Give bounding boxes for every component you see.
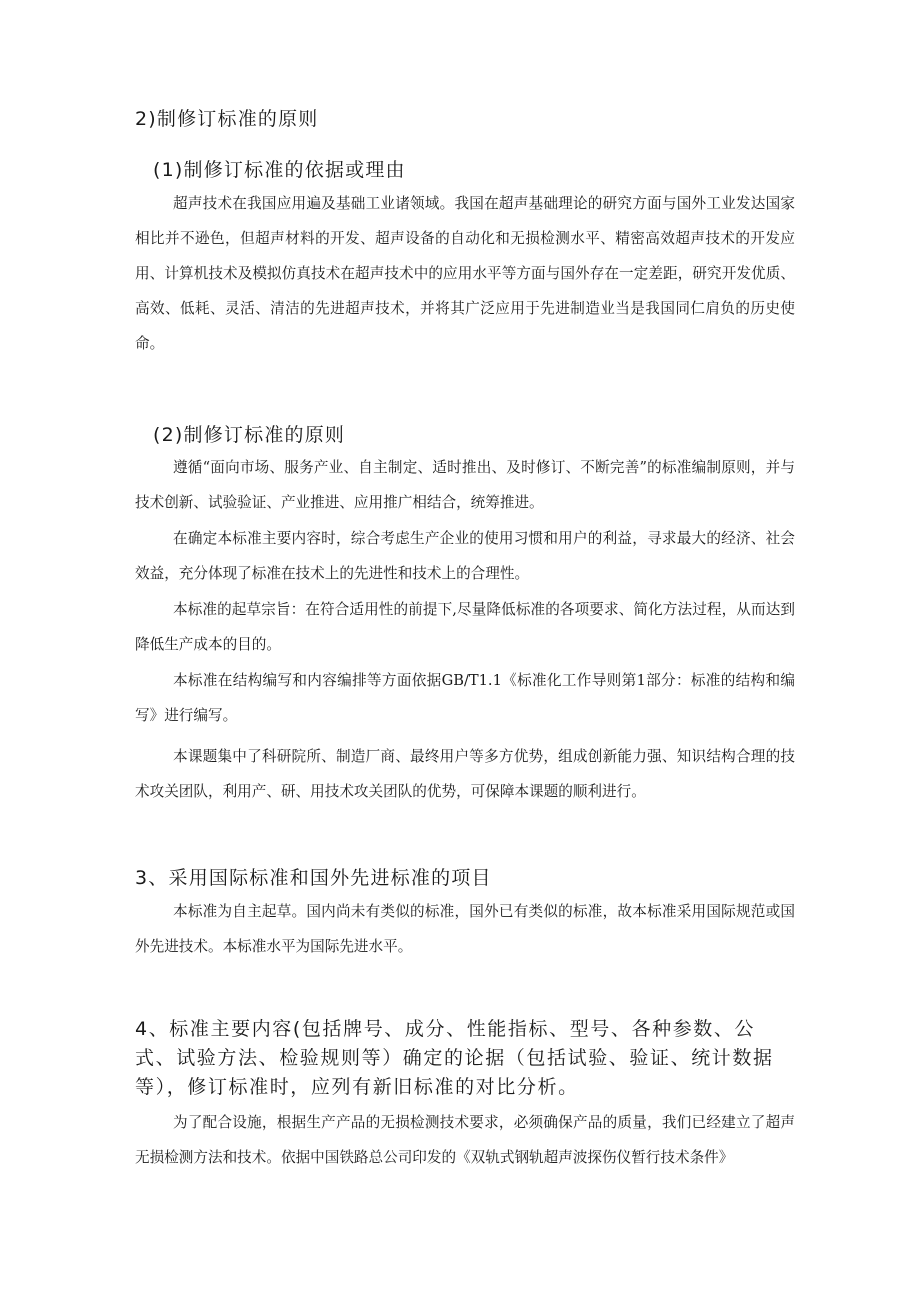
- paragraph-principle-5: 本课题集中了科研院所、制造厂商、最终用户等多方优势，组成创新能力强、知识结构合理的技术攻关团队，利用产、研、用技术攻关团队的优势，可保障本课题的顺利进行。: [135, 748, 795, 800]
- heading-sub-2: (2)制修订标准的原则: [153, 424, 346, 446]
- paragraph-reason: 超声技术在我国应用遍及基础工业诸领域。我国在超声基础理论的研究方面与国外工业发达国家相比并不逊色，但超声材料的开发、超声设备的自动化和无损检测水平、精密高效超声技术的开发应用、计算机技术及模拟仿真技术在超声技术中的应用水平等方面与国外存在一定差距，研究开发优质、高效、低耗、灵活、清洁的先进超声技术，并将其广泛应用于先进制造业当是我国同仁肩负的历史使命。: [135, 195, 795, 352]
- paragraph-content-basis: 为了配合设施，根据生产产品的无损检测技术要求，必须确保产品的质量，我们已经建立了超声无损检测方法和技术。依据中国铁路总公司印发的《双轨式钢轨超声波探伤仪暂行技术条件》: [135, 1114, 795, 1166]
- heading-sub-1: (1)制修订标准的依据或理由: [153, 159, 406, 181]
- heading-section-2: 2)制修订标准的原则: [135, 108, 319, 130]
- paragraph-intl-standards: 本标准为自主起草。国内尚未有类似的标准，国外已有类似的标准，故本标准采用国际规范或国外先进技术。本标准水平为国际先进水平。: [135, 903, 795, 955]
- heading-section-3: 3、采用国际标准和国外先进标准的项目: [135, 867, 492, 889]
- paragraph-principle-2: 在确定本标准主要内容时，综合考虑生产企业的使用习惯和用户的利益，寻求最大的经济、社会效益，充分体现了标准在技术上的先进性和技术上的合理性。: [135, 530, 795, 582]
- paragraph-principle-3: 本标准的起草宗旨：在符合适用性的前提下,尽量降低标准的各项要求、简化方法过程，从而达到降低生产成本的目的。: [135, 601, 795, 653]
- paragraph-principle-1: 遵循“面向市场、服务产业、自主制定、适时推出、及时修订、不断完善”的标准编制原则，并与技术创新、试验验证、产业推进、应用推广相结合，统筹推进。: [135, 459, 795, 511]
- paragraph-principle-4: 本标准在结构编写和内容编排等方面依据GB/T1.1《标准化工作导则第1部分：标准的结构和编写》进行编写。: [135, 672, 795, 724]
- heading-section-4: 4、标准主要内容(包括牌号、成分、性能指标、型号、各种参数、公式、试验方法、检验规则等）确定的论据（包括试验、验证、统计数据等），修订标准时，应列有新旧标准的对比分析。: [135, 1018, 774, 1098]
